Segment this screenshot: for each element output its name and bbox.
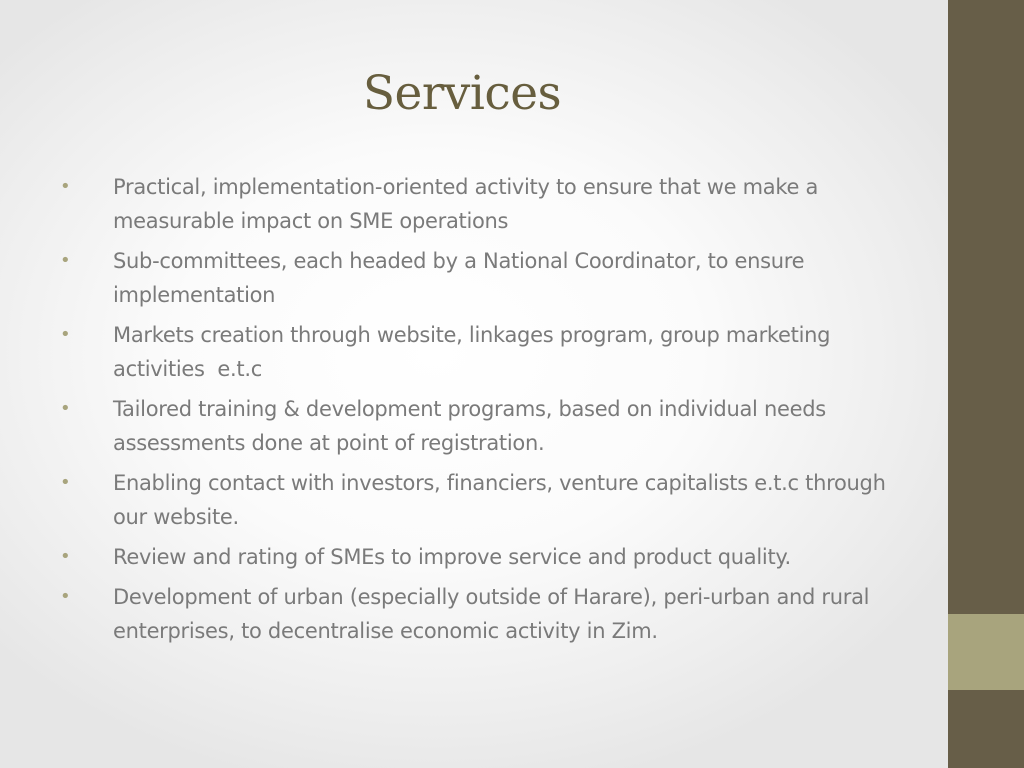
bullet-text: Development of urban (especially outside of Harare), peri-urban and rural enterprises, to decentralise economic activity in Zim.	[113, 585, 870, 643]
bullet-icon: •	[60, 586, 71, 607]
bullet-text: Review and rating of SMEs to improve service and product quality.	[113, 545, 791, 569]
bullet-icon: •	[60, 250, 71, 271]
bullet-list	[60, 170, 900, 654]
bullet-icon: •	[60, 398, 71, 419]
bullet-text: Sub-committees, each headed by a National Coordinator, to ensure implementation	[113, 249, 805, 307]
bullet-text: Markets creation through website, linkages program, group marketing activities e.t.c	[113, 323, 837, 381]
bullet-item	[60, 540, 900, 574]
bullet-item	[60, 580, 900, 648]
bullet-icon: •	[60, 546, 71, 567]
bullet-text: Enabling contact with investors, financiers, venture capitalists e.t.c through our website.	[113, 471, 886, 529]
slide-title: Services	[362, 66, 562, 121]
bullet-text: Practical, implementation-oriented activity to ensure that we make a measurable impact on SME operations	[113, 175, 819, 233]
bullet-item	[60, 392, 900, 460]
sidebar-band	[948, 0, 1024, 768]
bullet-item	[60, 466, 900, 534]
bullet-text: Tailored training & development programs, based on individual needs assessments done at point of registration.	[113, 397, 826, 455]
bullet-item	[60, 318, 900, 386]
bullet-icon: •	[60, 324, 71, 345]
bullet-icon: •	[60, 176, 71, 197]
sidebar-accent-block	[948, 614, 1024, 690]
bullet-item	[60, 244, 900, 312]
bullet-icon: •	[60, 472, 71, 493]
bullet-item	[60, 170, 900, 238]
